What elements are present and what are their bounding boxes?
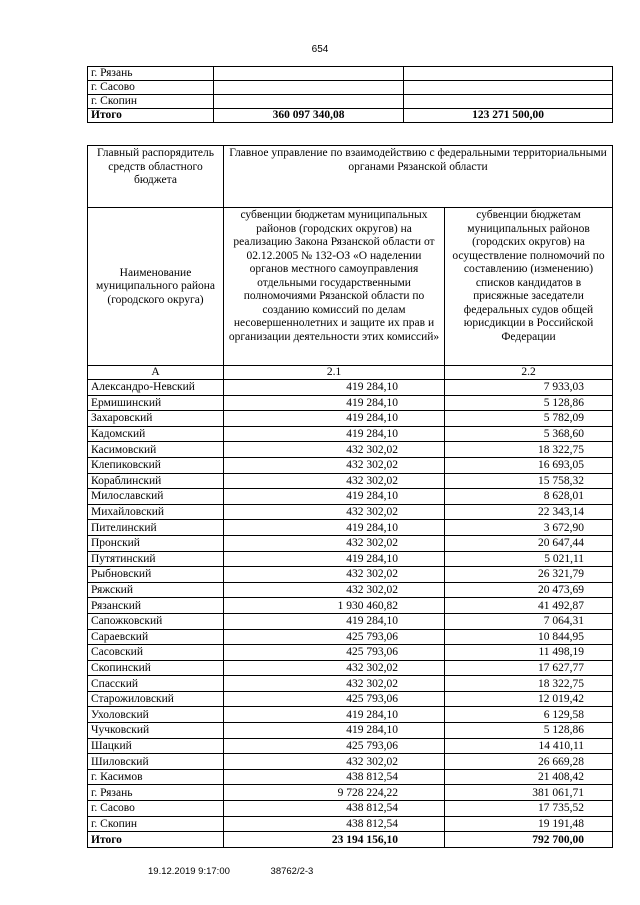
row-value-1: 419 284,10 — [224, 489, 445, 505]
table-row — [88, 457, 613, 473]
row-value-2: 15 758,32 — [445, 473, 613, 489]
row-name: Касимовский — [88, 442, 224, 458]
header-col-2-2: субвенции бюджетам муниципальных районов (городских округов) на осуществление полномочий по составлению (изменению) списков кандидатов в присяжные заседатели федеральных судов общей юрисдикции в Российской Федерации — [445, 208, 613, 366]
row-value-1: 432 302,02 — [224, 676, 445, 692]
row-name: Путятинский — [88, 551, 224, 567]
row-value-1: 360 097 340,08 — [214, 109, 404, 123]
row-name: Кадомский — [88, 426, 224, 442]
row-value-2: 17 627,77 — [445, 660, 613, 676]
row-value-1: 432 302,02 — [224, 535, 445, 551]
table-row — [88, 660, 613, 676]
row-name: Шиловский — [88, 754, 224, 770]
table-row — [88, 691, 613, 707]
row-value-1: 425 793,06 — [224, 691, 445, 707]
row-name: Милославский — [88, 489, 224, 505]
row-value-2: 123 271 500,00 — [404, 109, 613, 123]
page-number: 654 — [311, 44, 329, 55]
row-value-1: 419 284,10 — [224, 613, 445, 629]
row-value-1: 23 194 156,10 — [224, 832, 445, 848]
row-value-1: 432 302,02 — [224, 754, 445, 770]
table-row — [88, 395, 613, 411]
row-value-1: 419 284,10 — [224, 723, 445, 739]
row-value-2: 16 693,05 — [445, 457, 613, 473]
row-name: г. Сасово — [88, 81, 214, 95]
header-distributor-label: Главный распорядитель средств областного бюджета — [88, 146, 224, 208]
row-value-1 — [214, 81, 404, 95]
row-value-2: 12 019,42 — [445, 691, 613, 707]
row-name: Старожиловский — [88, 691, 224, 707]
row-value-1 — [214, 67, 404, 81]
row-value-2: 19 191,48 — [445, 816, 613, 832]
index-a: А — [88, 366, 224, 380]
row-name: Рыбновский — [88, 567, 224, 583]
row-name: Ряжский — [88, 582, 224, 598]
row-value-2: 792 700,00 — [445, 832, 613, 848]
table-row — [88, 95, 613, 109]
table-row — [88, 551, 613, 567]
table-row — [88, 535, 613, 551]
row-value-2: 17 735,52 — [445, 801, 613, 817]
row-value-2: 22 343,14 — [445, 504, 613, 520]
row-value-1: 419 284,10 — [224, 707, 445, 723]
row-value-2: 26 321,79 — [445, 567, 613, 583]
row-value-1: 432 302,02 — [224, 567, 445, 583]
row-name: г. Сасово — [88, 801, 224, 817]
table-row — [88, 473, 613, 489]
row-value-1: 432 302,02 — [224, 504, 445, 520]
row-value-2 — [404, 67, 613, 81]
row-value-2: 3 672,90 — [445, 520, 613, 536]
continuation-table — [87, 66, 613, 123]
row-name: Пронский — [88, 535, 224, 551]
row-name: Рязанский — [88, 598, 224, 614]
row-value-1: 438 812,54 — [224, 801, 445, 817]
row-value-2: 5 128,86 — [445, 395, 613, 411]
row-value-1 — [214, 95, 404, 109]
row-value-1: 9 728 224,22 — [224, 785, 445, 801]
row-value-2: 7 064,31 — [445, 613, 613, 629]
table-row — [88, 785, 613, 801]
index-2-2: 2.2 — [445, 366, 613, 380]
row-value-2: 21 408,42 — [445, 769, 613, 785]
table-row — [88, 629, 613, 645]
header-municipality: Наименование муниципального района (городского округа) — [88, 208, 224, 366]
row-value-2: 10 844,95 — [445, 629, 613, 645]
row-value-2 — [404, 95, 613, 109]
row-value-1: 419 284,10 — [224, 411, 445, 427]
row-name: Спасский — [88, 676, 224, 692]
header-distributor-value: Главное управление по взаимодействию с федеральными территориальными органами Рязанской области — [224, 146, 613, 208]
row-name: Сапожковский — [88, 613, 224, 629]
header-col-2-1: субвенции бюджетам муниципальных районов (городских округов) на реализацию Закона Рязанской области от 02.12.2005 № 132-ОЗ «О наделении органов местного самоуправления отдельными государственными полномочиями Рязанской области по созданию комиссий по делам несовершеннолетних и защите их прав и организации деятельности этих комиссий» — [224, 208, 445, 366]
row-value-1: 425 793,06 — [224, 629, 445, 645]
table-row — [88, 442, 613, 458]
row-value-1: 432 302,02 — [224, 442, 445, 458]
row-value-2: 5 782,09 — [445, 411, 613, 427]
table-row — [88, 81, 613, 95]
row-value-1: 425 793,06 — [224, 645, 445, 661]
row-value-1: 419 284,10 — [224, 520, 445, 536]
row-value-2: 18 322,75 — [445, 676, 613, 692]
table-row — [88, 801, 613, 817]
row-value-1: 419 284,10 — [224, 551, 445, 567]
table-row — [88, 380, 613, 396]
row-name: Сараевский — [88, 629, 224, 645]
table-row — [88, 426, 613, 442]
footer — [148, 866, 351, 877]
total-row — [88, 109, 613, 123]
table-row — [88, 567, 613, 583]
row-value-1: 425 793,06 — [224, 738, 445, 754]
row-name: Чучковский — [88, 723, 224, 739]
row-value-2: 41 492,87 — [445, 598, 613, 614]
table-row — [88, 598, 613, 614]
row-value-2: 7 933,03 — [445, 380, 613, 396]
row-value-2: 5 368,60 — [445, 426, 613, 442]
header-row-columns — [88, 208, 613, 366]
subsidies-table — [87, 145, 613, 848]
table-row — [88, 411, 613, 427]
table-row — [88, 582, 613, 598]
row-value-1: 419 284,10 — [224, 395, 445, 411]
row-name: г. Скопин — [88, 95, 214, 109]
footer-datetime: 19.12.2019 9:17:00 — [148, 866, 230, 877]
row-value-2: 6 129,58 — [445, 707, 613, 723]
table-row — [88, 769, 613, 785]
row-value-1: 432 302,02 — [224, 457, 445, 473]
table-row — [88, 489, 613, 505]
row-value-1: 1 930 460,82 — [224, 598, 445, 614]
table-row — [88, 707, 613, 723]
table-row — [88, 754, 613, 770]
total-row — [88, 832, 613, 848]
row-value-2: 18 322,75 — [445, 442, 613, 458]
row-value-1: 432 302,02 — [224, 582, 445, 598]
row-name: Клепиковский — [88, 457, 224, 473]
row-name: г. Рязань — [88, 785, 224, 801]
row-value-1: 419 284,10 — [224, 426, 445, 442]
row-name: Захаровский — [88, 411, 224, 427]
row-value-2: 11 498,19 — [445, 645, 613, 661]
table-row — [88, 645, 613, 661]
table-row — [88, 676, 613, 692]
row-name: Кораблинский — [88, 473, 224, 489]
row-name: Ухоловский — [88, 707, 224, 723]
row-value-2: 8 628,01 — [445, 489, 613, 505]
row-name: Александро-Невский — [88, 380, 224, 396]
row-name: Ермишинский — [88, 395, 224, 411]
row-name: Итого — [88, 832, 224, 848]
header-row-distributor — [88, 146, 613, 208]
table-row — [88, 520, 613, 536]
row-value-2 — [404, 81, 613, 95]
row-name: Михайловский — [88, 504, 224, 520]
footer-doc-id: 38762/2-3 — [270, 866, 314, 877]
table-row — [88, 738, 613, 754]
row-value-2: 20 473,69 — [445, 582, 613, 598]
row-name: Пителинский — [88, 520, 224, 536]
row-value-2: 20 647,44 — [445, 535, 613, 551]
row-value-1: 438 812,54 — [224, 769, 445, 785]
table-row — [88, 613, 613, 629]
table-row — [88, 67, 613, 81]
row-value-1: 432 302,02 — [224, 473, 445, 489]
row-name: г. Рязань — [88, 67, 214, 81]
row-value-1: 438 812,54 — [224, 816, 445, 832]
row-name: г. Касимов — [88, 769, 224, 785]
table-row — [88, 723, 613, 739]
index-row — [88, 366, 613, 380]
row-value-1: 432 302,02 — [224, 660, 445, 676]
row-name: Скопинский — [88, 660, 224, 676]
row-name: г. Скопин — [88, 816, 224, 832]
row-name: Шацкий — [88, 738, 224, 754]
row-value-2: 5 128,86 — [445, 723, 613, 739]
index-2-1: 2.1 — [224, 366, 445, 380]
table-row — [88, 816, 613, 832]
row-value-1: 419 284,10 — [224, 380, 445, 396]
row-name: Итого — [88, 109, 214, 123]
row-name: Сасовский — [88, 645, 224, 661]
row-value-2: 14 410,11 — [445, 738, 613, 754]
table-row — [88, 504, 613, 520]
row-value-2: 5 021,11 — [445, 551, 613, 567]
row-value-2: 26 669,28 — [445, 754, 613, 770]
row-value-2: 381 061,71 — [445, 785, 613, 801]
